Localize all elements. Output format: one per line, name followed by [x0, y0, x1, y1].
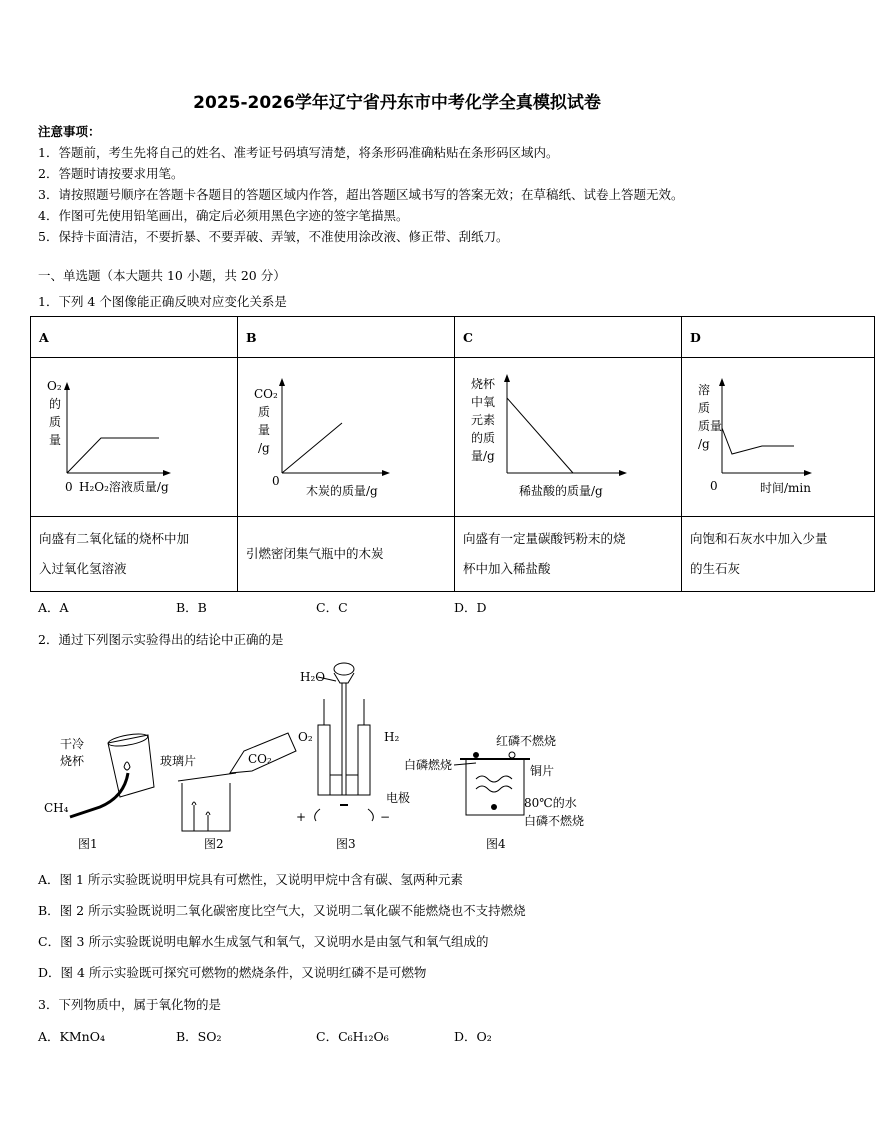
question-1-stem: 1．下列 4 个图像能正确反映对应变化关系是 — [38, 294, 287, 309]
choice-d[interactable]: D．D — [454, 600, 487, 615]
graph-c-plot — [463, 358, 673, 513]
choice-c[interactable]: C．C — [316, 600, 348, 615]
svg-text:玻璃片: 玻璃片 — [160, 754, 197, 768]
option-c-desc: 向盛有一定量碳酸钙粉末的烧 杯中加入稀盐酸 — [455, 517, 682, 592]
svg-text:图2: 图2 — [204, 837, 224, 851]
graph-b — [238, 358, 455, 517]
choice-a[interactable]: A．A — [38, 600, 69, 615]
axis-label: /g — [698, 437, 710, 451]
option-d-header: D — [682, 317, 875, 358]
figure-1 — [44, 732, 154, 851]
svg-text:干冷: 干冷 — [60, 737, 85, 751]
question-2-option-d[interactable]: D．图 4 所示实验既可探究可燃物的燃烧条件，又说明红磷不是可燃物 — [38, 965, 427, 980]
graph-a — [31, 358, 238, 517]
note-item: 4．作图可先使用铅笔画出，确定后必须用黑色字迹的签字笔描黑。 — [38, 208, 409, 223]
option-c-header: C — [455, 317, 682, 358]
graph-b-plot — [246, 358, 446, 513]
axis-label: 的质 — [471, 431, 496, 445]
axis-label: /g — [258, 441, 270, 455]
choice-a[interactable]: A．KMnO₄ — [38, 1029, 105, 1044]
svg-text:白磷不燃烧: 白磷不燃烧 — [524, 814, 585, 828]
svg-text:H₂O: H₂O — [300, 670, 326, 684]
figure-3 — [296, 663, 410, 851]
svg-text:CO₂: CO₂ — [248, 752, 272, 766]
svg-text:白磷燃烧: 白磷燃烧 — [404, 758, 453, 772]
axis-label: 质量 — [698, 419, 723, 433]
axis-label: 量/g — [471, 449, 495, 463]
axis-label: 烧杯 — [471, 377, 496, 391]
axis-label: 质 — [698, 401, 711, 415]
x-axis-label: H₂O₂溶液质量/g — [79, 480, 169, 494]
svg-text:铜片: 铜片 — [530, 764, 555, 778]
note-item: 5．保持卡面清洁，不要折暴、不要弄破、弄皱，不准使用涂改液、修正带、刮纸刀。 — [38, 229, 509, 244]
axis-label: 元素 — [471, 413, 496, 427]
question-3-stem: 3．下列物质中，属于氧化物的是 — [38, 997, 221, 1012]
x-axis-label: 时间/min — [760, 481, 811, 495]
question-2-option-c[interactable]: C．图 3 所示实验既说明电解水生成氢气和氧气，又说明水是由氢气和氧气组成的 — [38, 934, 489, 949]
axis-label: 质 — [49, 415, 62, 429]
question-2-option-b[interactable]: B．图 2 所示实验既说明二氧化碳密度比空气大，又说明二氧化碳不能燃烧也不支持燃烧 — [38, 903, 526, 918]
question-1-options — [38, 598, 487, 616]
origin-label: 0 — [65, 480, 73, 494]
question-3-options — [38, 1027, 492, 1045]
graph-d-plot — [690, 358, 866, 513]
svg-text:H₂: H₂ — [384, 730, 400, 744]
option-a-header: A — [31, 317, 238, 358]
section-heading: 一、单选题（本大题共 10 小题，共 20 分） — [38, 268, 286, 283]
svg-text:图3: 图3 — [336, 837, 356, 851]
svg-text:O₂: O₂ — [298, 730, 313, 744]
option-a-desc: 向盛有二氧化锰的烧杯中加 入过氧化氢溶液 — [31, 517, 238, 592]
axis-label: O₂ — [47, 379, 62, 393]
svg-text:电极: 电极 — [386, 791, 411, 805]
graph-d — [682, 358, 875, 517]
note-item: 3．请按照题号顺序在答题卡各题目的答题区域内作答，超出答题区域书写的答案无效；在草稿纸、试卷上答题无效。 — [38, 187, 684, 202]
notes-heading: 注意事项： — [38, 124, 101, 139]
axis-label: 的 — [49, 397, 62, 411]
axis-label: 量 — [49, 433, 62, 447]
svg-text:+: + — [296, 810, 307, 824]
choice-b[interactable]: B．SO₂ — [176, 1029, 222, 1044]
choice-d[interactable]: D．O₂ — [454, 1029, 492, 1044]
x-axis-label: 木炭的质量/g — [306, 484, 378, 498]
question-1-table — [30, 316, 875, 592]
graph-a-plot — [39, 358, 229, 513]
question-2-option-a[interactable]: A．图 1 所示实验既说明甲烷具有可燃性，又说明甲烷中含有碳、氢两种元素 — [38, 872, 463, 887]
note-item: 1．答题前，考生先将自己的姓名、准考证号码填写清楚，将条形码准确粘贴在条形码区域内。 — [38, 145, 559, 160]
origin-label: 0 — [710, 479, 718, 493]
svg-text:−: − — [380, 810, 391, 824]
choice-c[interactable]: C．C₆H₁₂O₆ — [316, 1029, 389, 1044]
option-b-desc: 引燃密闭集气瓶中的木炭 — [238, 517, 455, 592]
figure-4 — [404, 733, 584, 851]
choice-b[interactable]: B．B — [176, 600, 207, 615]
axis-label: 质 — [258, 405, 271, 419]
svg-text:80℃的水: 80℃的水 — [524, 796, 577, 810]
axis-label: 中氧 — [471, 395, 496, 409]
svg-text:图1: 图1 — [78, 837, 98, 851]
origin-label: 0 — [272, 474, 280, 488]
axis-label: 溶 — [698, 383, 711, 397]
option-d-desc: 向饱和石灰水中加入少量 的生石灰 — [682, 517, 875, 592]
experiment-figures — [30, 655, 610, 855]
svg-text:烧杯: 烧杯 — [60, 754, 85, 768]
svg-text:图4: 图4 — [486, 837, 506, 851]
axis-label: CO₂ — [254, 387, 278, 401]
page-title: 2025-2026学年辽宁省丹东市中考化学全真模拟试卷 — [193, 93, 601, 113]
question-2-stem: 2．通过下列图示实验得出的结论中正确的是 — [38, 632, 284, 647]
svg-text:CH₄: CH₄ — [44, 801, 69, 815]
option-b-header: B — [238, 317, 455, 358]
note-item: 2．答题时请按要求用笔。 — [38, 166, 184, 181]
axis-label: 量 — [258, 423, 271, 437]
svg-text:红磷不燃烧: 红磷不燃烧 — [496, 734, 557, 748]
graph-c — [455, 358, 682, 517]
x-axis-label: 稀盐酸的质量/g — [519, 484, 603, 498]
figure-2 — [160, 733, 296, 851]
